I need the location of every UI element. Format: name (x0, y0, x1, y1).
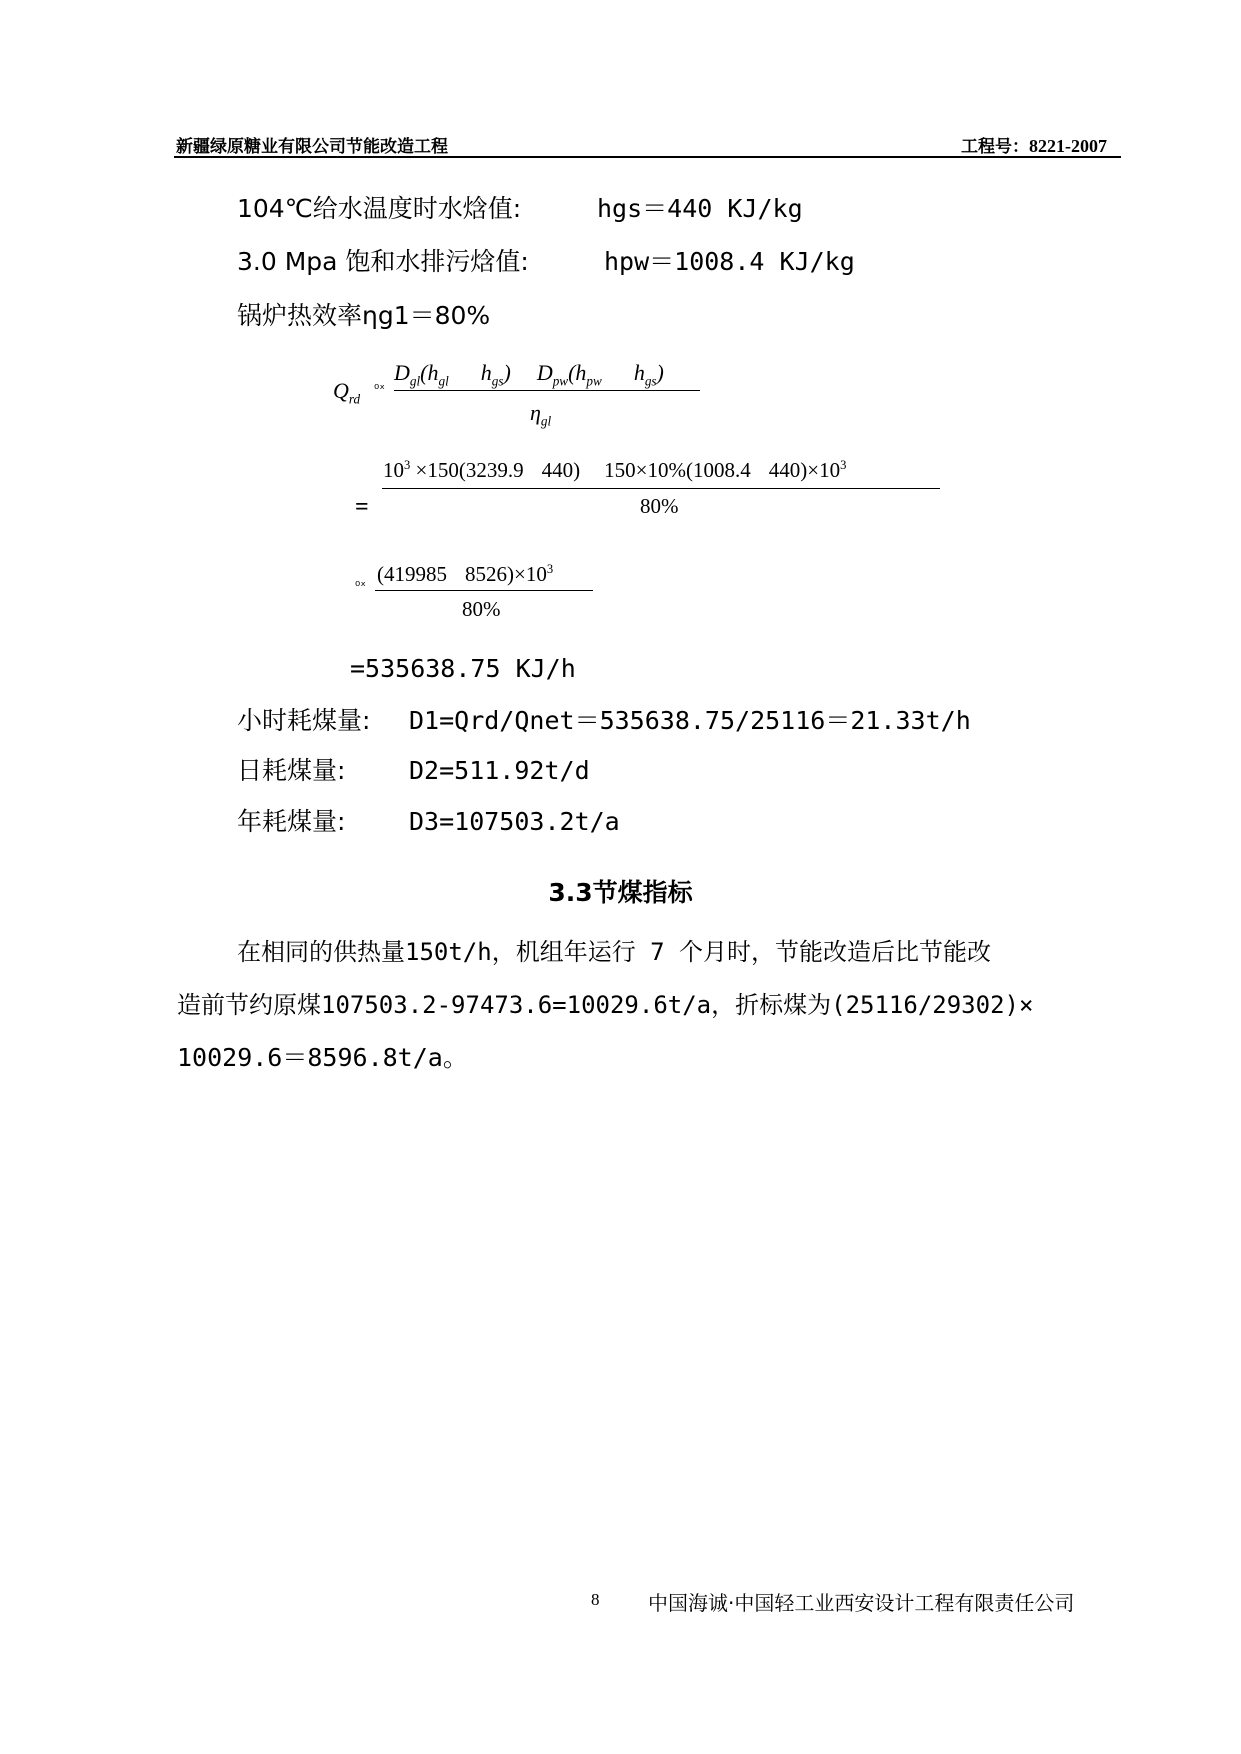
formula-q: $Q_{rd}$ (333, 378, 361, 407)
fraction-bar-1 (394, 390, 700, 391)
project-label: 工程号： (961, 137, 1029, 157)
page-number: 8 (591, 1590, 600, 1609)
step2-denominator: 80% (640, 494, 679, 518)
header-project-number (961, 132, 1107, 157)
header-title: 新疆绿原糖业有限公司节能改造工程 (176, 137, 448, 157)
equals-glyph-2: ₀ₓ (355, 575, 366, 590)
boiler-efficiency-line: 锅炉热效率ηg1＝80% (237, 301, 491, 330)
hourly-coal-value: D1=Qrd/Qnet＝535638.75/25116＝21.33t/h (409, 706, 971, 735)
annual-coal-line (237, 807, 620, 837)
feedwater-value: hgs＝440 KJ/kg (597, 194, 803, 223)
feedwater-enthalpy-line (237, 194, 803, 224)
blowdown-value: hpw＝1008.4 KJ/kg (604, 247, 855, 276)
annual-coal-value: D3=107503.2t/a (409, 807, 620, 836)
header-rule (174, 156, 1121, 158)
step2-numerator: $10^3 \times 150(3239.9$ 440) 150×10%(1008.4 $440)\times 10^3$ (383, 458, 847, 482)
step2-equals: = (355, 494, 369, 520)
daily-coal-value: D2=511.92t/d (409, 756, 590, 785)
equals-glyph: ₀ₓ (374, 378, 385, 393)
paragraph-line-3: 10029.6＝8596.8t/a。 (177, 1043, 468, 1072)
fraction-bar-2 (382, 488, 940, 489)
formula-numerator: $D_{gl}(h_{gl}$ $h_{gs}$) $D_{pw}(h_{pw}$ $h_{gs}$) (394, 360, 664, 389)
project-number: 8221-2007 (1029, 136, 1107, 156)
daily-coal-line (237, 756, 590, 786)
formula-result: =535638.75 KJ/h (350, 654, 576, 683)
fraction-bar-3 (375, 590, 593, 591)
hourly-coal-line (237, 706, 971, 736)
step3-denominator: 80% (462, 597, 501, 621)
blowdown-enthalpy-line (237, 247, 855, 277)
step3-numerator: (419985 $8526)\times 10^3$ (377, 562, 554, 586)
annual-coal-label: 年耗煤量: (237, 807, 346, 836)
footer-company: 中国海诚·中国轻工业西安设计工程有限责任公司 (648, 1591, 1075, 1615)
feedwater-label: 104℃给水温度时水焓值: (237, 194, 522, 223)
hourly-coal-label: 小时耗煤量: (237, 706, 371, 735)
daily-coal-label: 日耗煤量: (237, 756, 346, 785)
paragraph-line-1: 在相同的供热量150t/h，机组年运行 7 个月时，节能改造后比节能改 (237, 938, 992, 966)
formula-denominator: $\eta_{gl}$ (530, 400, 552, 429)
blowdown-label: 3.0 Mpa 饱和水排污焓值: (237, 247, 529, 276)
paragraph-line-2: 造前节约原煤107503.2-97473.6=10029.6t/a，折标煤为(25116/29302)× (177, 991, 1034, 1019)
section-heading: 3.3节煤指标 (548, 878, 693, 907)
